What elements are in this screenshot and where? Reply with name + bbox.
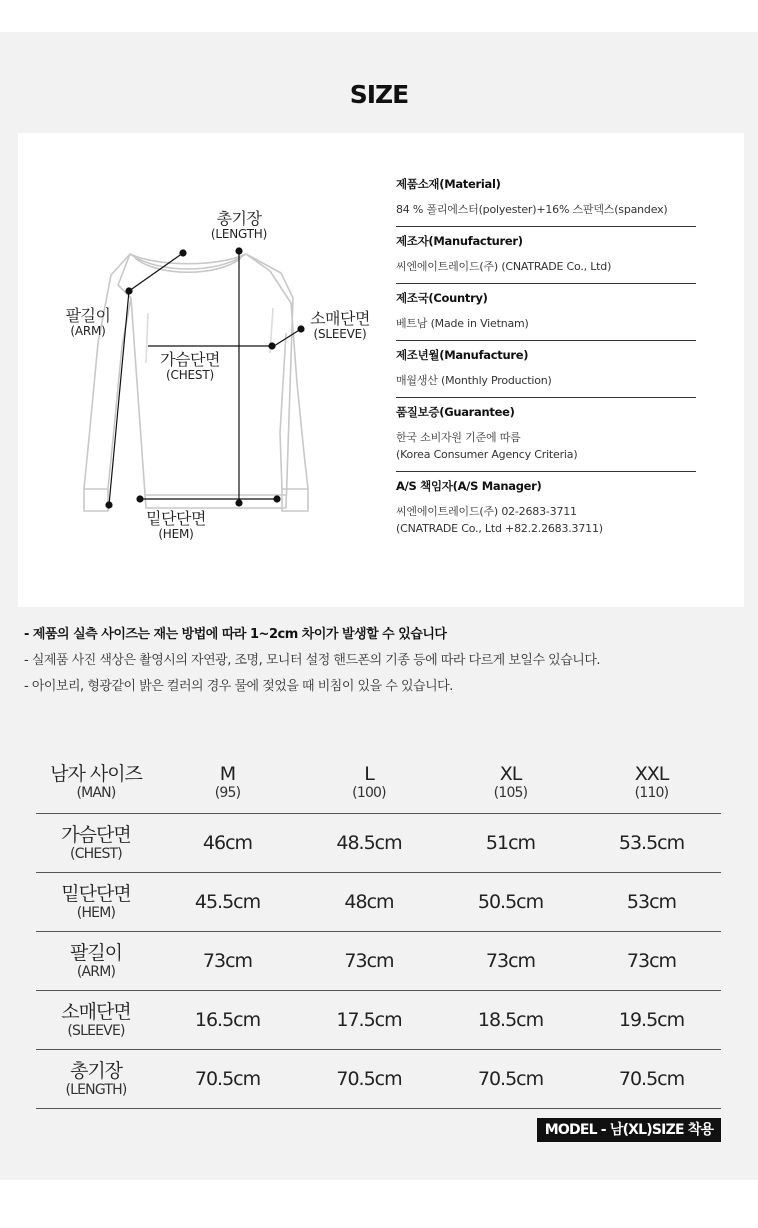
- hem-label: 밑단단면 (HEM): [146, 509, 206, 541]
- table-cell: 17.5cm: [299, 991, 439, 1050]
- info-guarantee: 품질보증(Guarantee) 한국 소비자원 기준에 따름 (Korea Consumer Agency Criteria): [396, 398, 696, 472]
- product-info-list: [396, 170, 696, 545]
- notice-item: - 제품의 실측 사이즈는 재는 방법에 따라 1~2cm 차이가 발생할 수 있습니다: [24, 627, 447, 642]
- table-cell: 70.5cm: [439, 1050, 582, 1109]
- table-cell: 18.5cm: [439, 991, 582, 1050]
- size-table: [36, 752, 721, 1109]
- info-country: 제조국(Country) 베트남 (Made in Vietnam): [396, 284, 696, 341]
- table-cell: 73cm: [582, 932, 721, 991]
- info-as-manager: A/S 책임자(A/S Manager) 씨엔에이트레이드(주) 02-2683-3711 (CNATRADE Co., Ltd +82.2.2683.3711): [396, 479, 603, 535]
- right-sleeve-outline: [246, 254, 308, 489]
- info-manufacturer: 제조자(Manufacturer) 씨엔에이트레이드(주) (CNATRADE Co., Ltd): [396, 227, 696, 284]
- header-size-xxl: XXL (110): [634, 763, 669, 801]
- model-size-badge: MODEL - 남(XL)SIZE 착용: [537, 1118, 721, 1142]
- left-sleeve-outline: [84, 254, 131, 489]
- table-cell: 51cm: [439, 814, 582, 873]
- table-cell: 70.5cm: [156, 1050, 299, 1109]
- table-cell: 19.5cm: [582, 991, 721, 1050]
- table-cell: 48cm: [299, 873, 439, 932]
- table-cell: 70.5cm: [582, 1050, 721, 1109]
- table-cell: 53.5cm: [582, 814, 721, 873]
- size-table-header: [36, 752, 721, 814]
- chest-label: 가슴단면 (CHEST): [160, 350, 220, 382]
- page-title: SIZE: [349, 80, 409, 109]
- row-label: 소매단면 (SLEEVE): [36, 991, 156, 1050]
- row-label: 총기장 (LENGTH): [36, 1050, 156, 1109]
- table-row: [36, 991, 721, 1050]
- table-cell: 73cm: [156, 932, 299, 991]
- header-size-l: L (100): [352, 763, 386, 801]
- table-cell: 45.5cm: [156, 873, 299, 932]
- info-manufacture-date: 제조년월(Manufacture) 매월생산 (Monthly Production): [396, 341, 696, 398]
- notice-list: [24, 622, 744, 700]
- header-size-label: 남자 사이즈 (MAN): [50, 763, 142, 801]
- table-cell: 70.5cm: [299, 1050, 439, 1109]
- table-cell: 48.5cm: [299, 814, 439, 873]
- table-cell: 16.5cm: [156, 991, 299, 1050]
- row-label: 가슴단면 (CHEST): [36, 814, 156, 873]
- sleeve-measure-line: [274, 329, 301, 346]
- collar-outline: [130, 254, 246, 269]
- notice-item: - 아이보리, 형광같이 밝은 컬러의 경우 물에 젖었을 때 비침이 있을 수 있습니다.: [24, 679, 453, 694]
- notice-item: - 실제품 사진 색상은 촬영시의 자연광, 조명, 모니터 설정 핸드폰의 기종 등에 따라 다르게 보일수 있습니다.: [24, 653, 601, 668]
- header-size-m: M (95): [214, 763, 241, 801]
- table-cell: 46cm: [156, 814, 299, 873]
- info-material: 제품소재(Material) 84 % 폴리에스터(polyester)+16% 스판덱스(spandex): [396, 170, 696, 227]
- sleeve-label: 소매단면 (SLEEVE): [310, 309, 370, 341]
- table-row: [36, 873, 721, 932]
- table-row: [36, 1050, 721, 1109]
- row-label: 밑단단면 (HEM): [36, 873, 156, 932]
- row-label: 팔길이 (ARM): [36, 932, 156, 991]
- header-size-xl: XL (105): [493, 763, 528, 801]
- table-cell: 73cm: [299, 932, 439, 991]
- table-cell: 53cm: [582, 873, 721, 932]
- table-row: [36, 814, 721, 873]
- table-cell: 73cm: [439, 932, 582, 991]
- table-row: [36, 932, 721, 991]
- length-label: 총기장 (LENGTH): [210, 209, 268, 241]
- table-cell: 50.5cm: [439, 873, 582, 932]
- arm-label: 팔길이 (ARM): [65, 306, 111, 338]
